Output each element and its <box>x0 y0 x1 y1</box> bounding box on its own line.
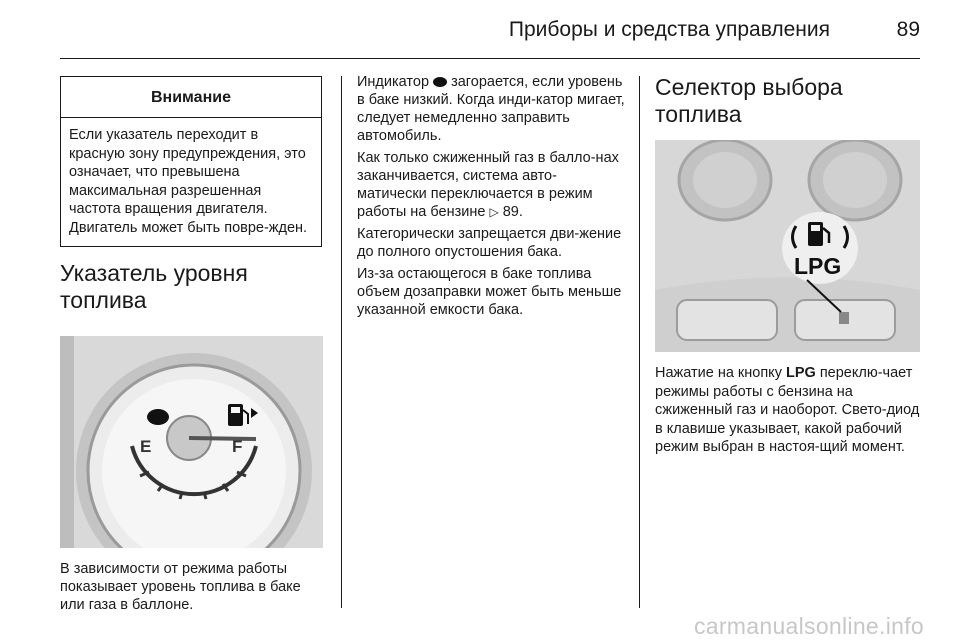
fuel-gauge-figure <box>60 336 323 548</box>
fuel-selector-figure <box>655 140 920 352</box>
gas-switch-text: Как только сжиженный газ в балло-нах заканчивается, система авто-матически переключается в режим работы на бензине <box>357 150 619 220</box>
gauge-label-full: F <box>232 437 243 456</box>
header-rule <box>60 58 920 59</box>
indicator-paragraph <box>357 73 625 145</box>
indicator-text-before: Индикатор <box>357 74 430 90</box>
warning-text: Если указатель переходит в красную зону предупреждения, это означает, что превышена максимальная разрешенная частота вращения двигателя. Двигатель может быть повре-жден. <box>69 127 308 236</box>
lpg-text-after: переклю-чает режимы работы с бензина на сжиженный газ и наоборот. Свето-диод в клавише указывает, какой рабочий режим выбран в настоя-щий момент. <box>655 365 920 455</box>
oval-indicator-icon <box>147 409 169 425</box>
warning-box <box>60 76 322 247</box>
lpg-text-before: Нажатие на кнопку <box>655 365 782 381</box>
gauge-label-empty: E <box>140 437 152 456</box>
empty-tank-paragraph: Категорически запрещается дви-жение до полного опустошения бака. <box>357 226 622 260</box>
left-column <box>60 76 323 614</box>
refill-volume-paragraph: Из-за остающегося в баке топлива объем дозаправки может быть меньше указанной емкости бака. <box>357 266 622 318</box>
fuel-selector-heading: Селектор выбора топлива <box>655 74 843 127</box>
triangle-arrow-icon: ▷ <box>489 205 499 219</box>
page-reference: 89. <box>502 204 523 220</box>
page-number: 89 <box>896 18 920 41</box>
page-header <box>60 18 920 44</box>
lpg-button-paragraph <box>655 364 920 457</box>
warning-title: Внимание <box>61 77 321 118</box>
right-column <box>655 76 920 471</box>
indicator-text-after: загорается, если уровень в баке низкий. Когда инди-катор мигает, следует немедленно заправить автомобиль. <box>357 74 625 144</box>
fuel-gauge-heading: Указатель уровня топлива <box>60 260 248 313</box>
gas-switch-paragraph <box>357 149 625 221</box>
lpg-label: LPG <box>794 253 842 279</box>
watermark: carmanualsonline.info <box>693 613 924 639</box>
column-divider-right <box>639 76 640 608</box>
lpg-button-illustration <box>655 140 920 352</box>
column-divider-left <box>341 76 342 608</box>
fuel-gauge-caption: В зависимости от режима работы показывает уровень топлива в баке или газа в баллоне. <box>60 561 301 613</box>
header-title: Приборы и средства управления <box>508 18 830 41</box>
fuel-gauge-illustration <box>60 336 323 548</box>
middle-column <box>357 76 625 323</box>
oval-indicator-icon <box>433 77 447 87</box>
lpg-bold: LPG <box>785 365 816 381</box>
